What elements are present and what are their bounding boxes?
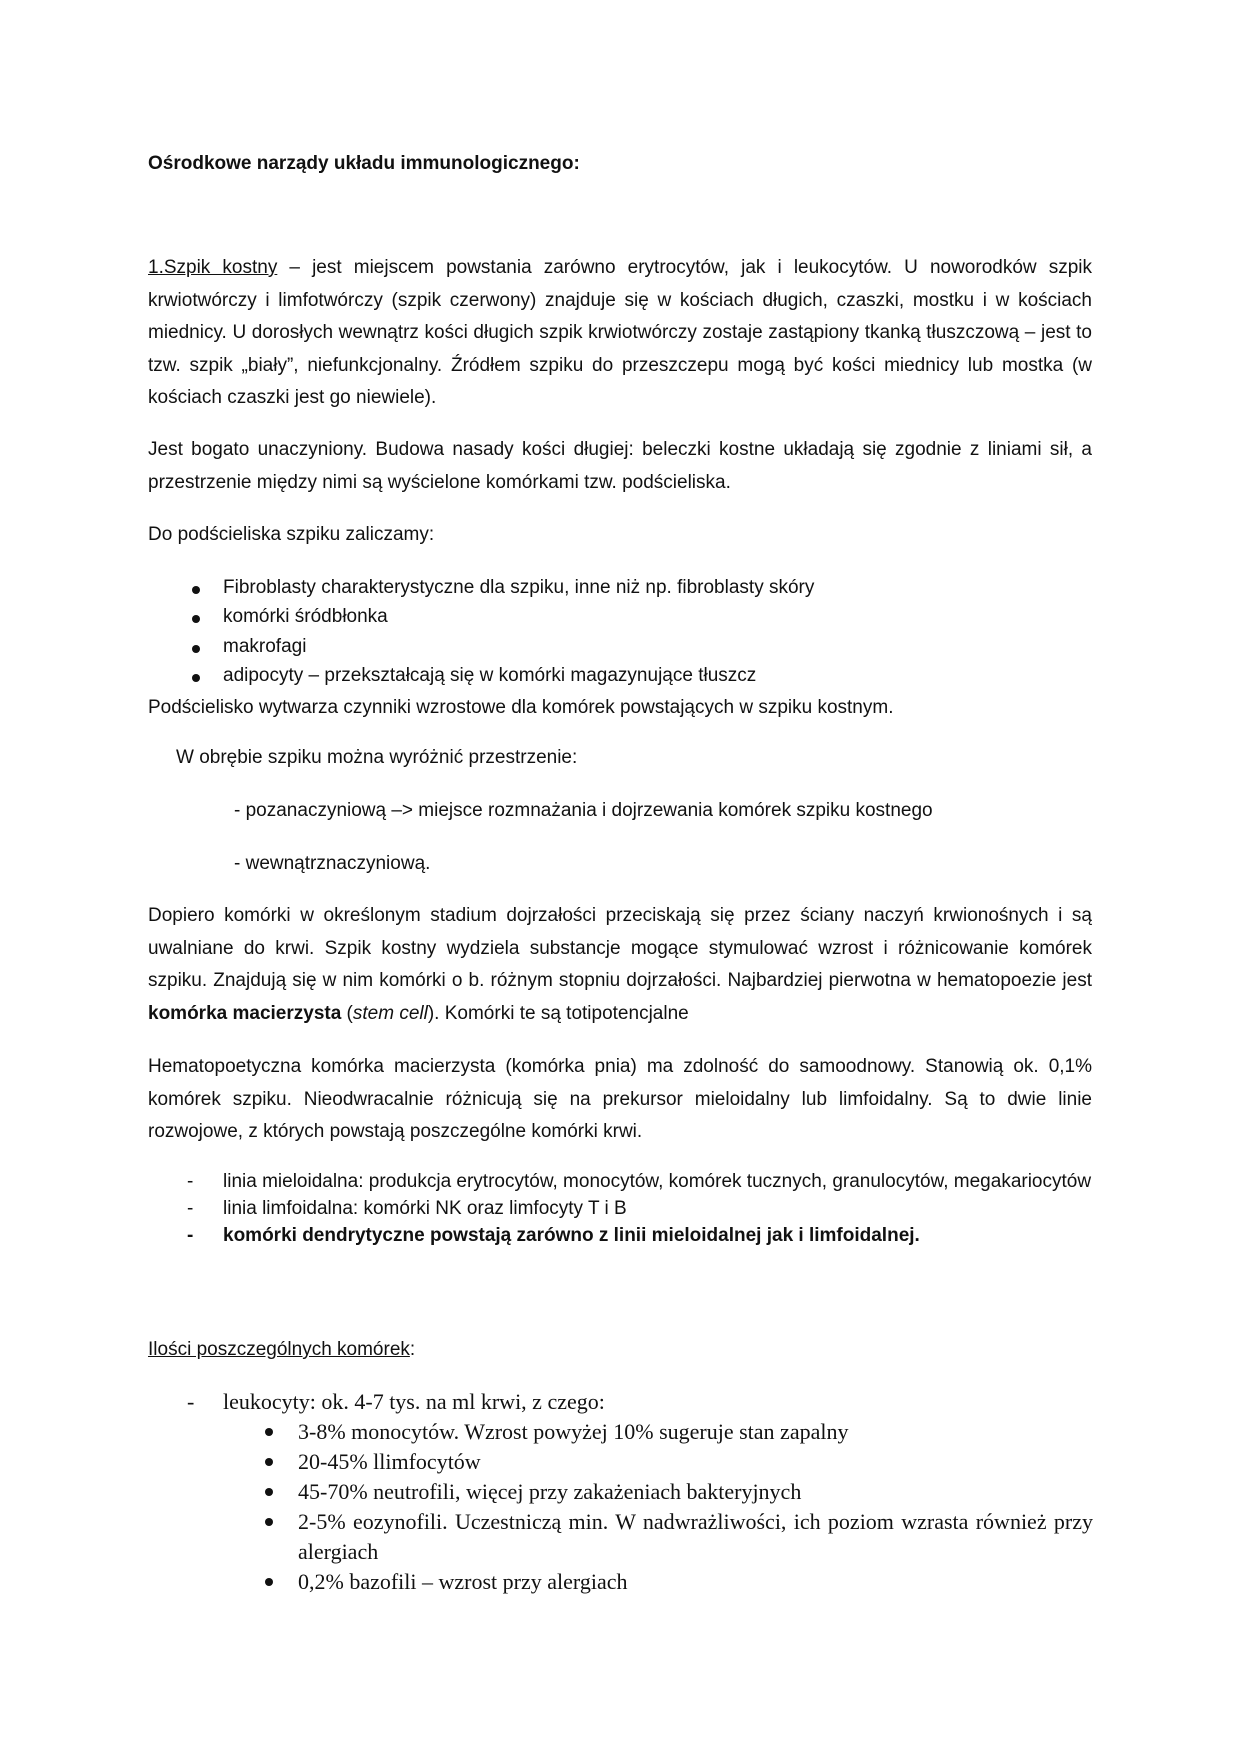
- list-item: 20-45% llimfocytów: [298, 1447, 1093, 1477]
- section-heading-cell-counts: Ilości poszczególnych komórek:: [148, 1339, 416, 1360]
- list-item: - leukocyty: ok. 4-7 tys. na ml krwi, z czego:: [223, 1387, 1093, 1417]
- paragraph-maturation: Dopiero komórki w określonym stadium dojrzałości przeciskają się przez ściany naczyń krwionośnych i są uwalniane do krwi. Szpik kostny wydziela substancje mogące stymulować wzrost i różnicowanie komórek szpiku. Znajdują się w nim komórki o b. różnym stopniu dojrzałości. Najbardziej pierwotna w hematopoezie jest komórka macierzysta (stem cell). Komórki te są totipotencjalne: [148, 905, 1092, 1024]
- stem-cell-english: stem cell: [352, 1002, 428, 1024]
- list-item: - komórki dendrytyczne powstają zarówno z linii mieloidalnej jak i limfoidalnej.: [223, 1222, 1093, 1250]
- page-title: Ośrodkowe narządy układu immunologicznego:: [148, 153, 580, 174]
- list-item: 2-5% eozynofili. Uczestniczą min. W nadwrażliwości, ich poziom wzrasta również przy alergiach: [298, 1507, 1093, 1567]
- paragraph-stem-cell: Hematopoetyczna komórka macierzysta (komórka pnia) ma zdolność do samoodnowy. Stanowią ok. 0,1% komórek szpiku. Nieodwracalnie różnicują się na prekursor mieloidalny lub limfoidalny. Są to dwie linie rozwojowe, z których powstają poszczególne komórki krwi.: [148, 1056, 1092, 1142]
- leukocyte-breakdown-list: [298, 1417, 1093, 1597]
- list-item: Fibroblasty charakterystyczne dla szpiku, inne niż np. fibroblasty skóry: [223, 573, 1083, 602]
- list-item: adipocyty – przekształcają się w komórki magazynujące tłuszcz: [223, 661, 1083, 690]
- bone-marrow-intro: [148, 252, 1092, 415]
- paragraph-spaces: W obrębie szpiku można wyróżnić przestrzenie:: [176, 747, 578, 768]
- stroma-list: [223, 573, 1083, 690]
- list-item: 0,2% bazofili – wzrost przy alergiach: [298, 1567, 1093, 1597]
- list-item: - linia mieloidalna: produkcja erytrocytów, monocytów, komórek tucznych, granulocytów, megakariocytów: [223, 1168, 1093, 1196]
- paragraph-stroma-intro: Do podścieliska szpiku zaliczamy:: [148, 524, 435, 545]
- lineage-list: [223, 1168, 1093, 1250]
- paragraph-vascularization: Jest bogato unaczyniony. Budowa nasady kości długiej: beleczki kostne układają się zgodnie z liniami sił, a przestrzenie między nimi są wyścielone komórkami tzw. podścieliska.: [148, 439, 1092, 493]
- space-extravascular: - pozanaczyniową –> miejsce rozmnażania i dojrzewania komórek szpiku kostnego: [234, 800, 933, 821]
- intro-text: – jest miejscem powstania zarówno erytrocytów, jak i leukocytów. U noworodków szpik krwiotwórczy i limfotwórczy (szpik czerwony) znajduje się w kościach długich, czaszki, mostku i w kościach miednicy. U dorosłych wewnątrz kości długich szpik krwiotwórczy zostaje zastąpiony tkanką tłuszczową – jest to tzw. szpik „biały”, niefunkcjonalny. Źródłem szpiku do przeszczepu mogą być kości miednicy lub mostka (w kościach czaszki jest go niewiele).: [148, 257, 1093, 408]
- list-item: komórki śródbłonka: [223, 602, 1083, 631]
- paragraph-growth-factors: Podścielisko wytwarza czynniki wzrostowe dla komórek powstających w szpiku kostnym.: [148, 697, 894, 718]
- space-intravascular: - wewnątrznaczyniową.: [234, 853, 431, 874]
- stem-cell-term: komórka macierzysta: [148, 1002, 342, 1024]
- list-item: 45-70% neutrofili, więcej przy zakażeniach bakteryjnych: [298, 1477, 1093, 1507]
- list-item: - linia limfoidalna: komórki NK oraz limfocyty T i B: [223, 1195, 1093, 1223]
- section-heading-bone-marrow: 1.Szpik kostny: [148, 257, 278, 278]
- list-item: makrofagi: [223, 632, 1083, 661]
- list-item: 3-8% monocytów. Wzrost powyżej 10% sugeruje stan zapalny: [298, 1417, 1093, 1447]
- leukocyte-list: [223, 1387, 1093, 1417]
